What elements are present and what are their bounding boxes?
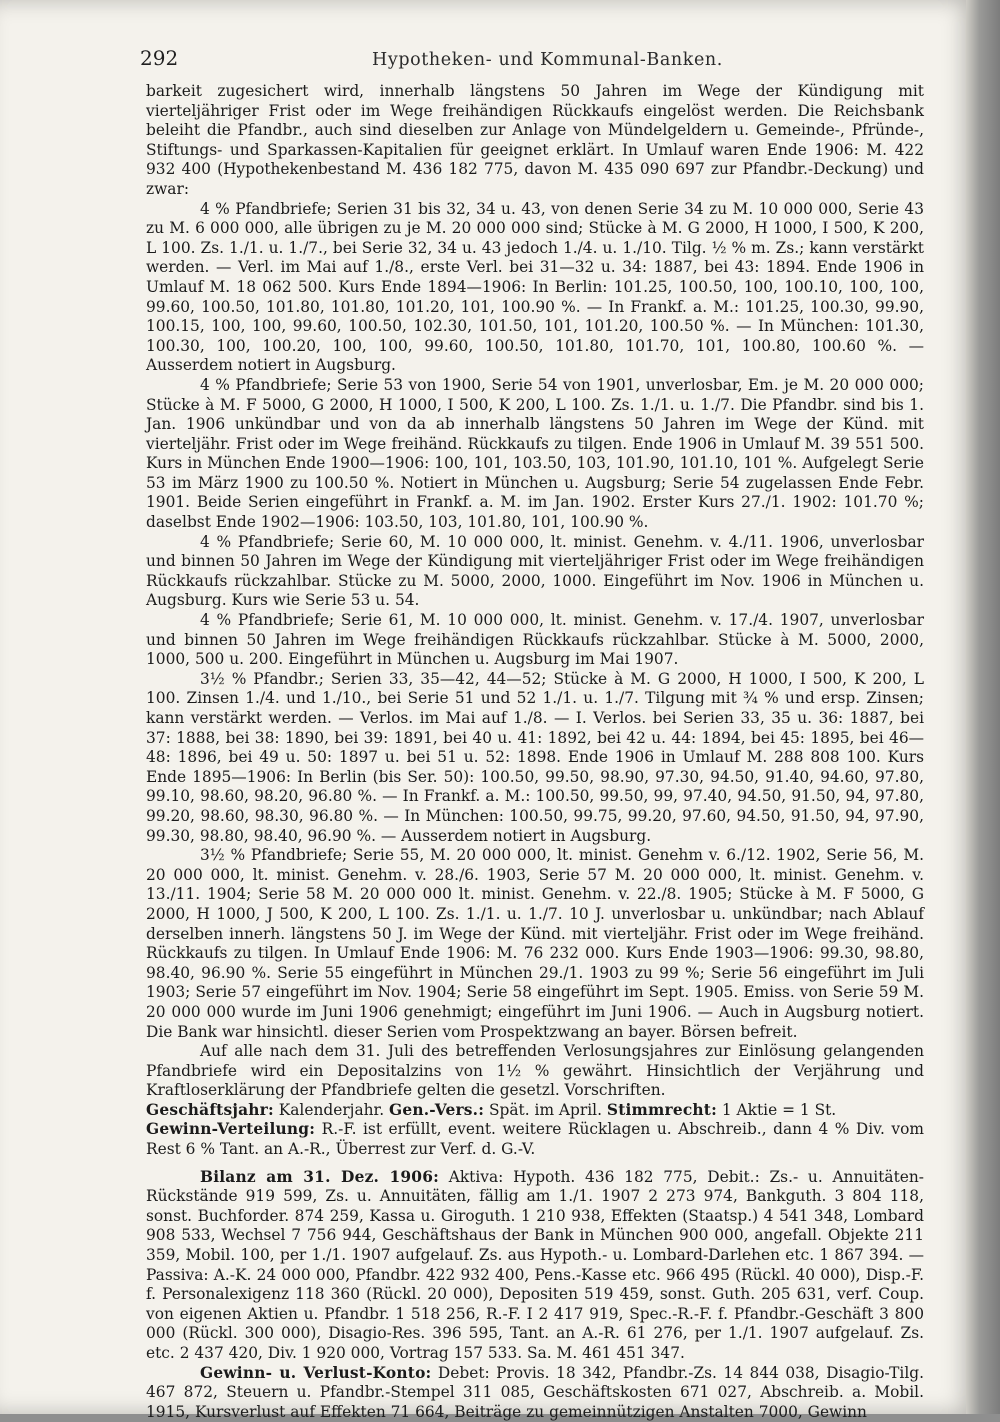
gewinn-verlust-label: Gewinn- u. Verlust-Konto: [200,1363,432,1382]
geschaeftsjahr-label: Geschäftsjahr: [146,1100,274,1119]
gewinn-verteilung-value: R.-F. ist erfüllt, event. weitere Rücklagen u. Abschreib., dann 4 % Div. vom Rest 6 % Tant. an A.-R., Überrest zur Verf. d. G.-V. [146,1120,924,1159]
meta-line [146,1101,924,1121]
bilanz-text: Aktiva: Hypoth. 436 182 775, Debit.: Zs.- u. Annuitäten-Rückstände 919 599, Zs. u. Annuitäten, fällig am 1./1. 1907 2 273 974, Bankguth. 3 804 118, sonst. Buchforder. 874 259, Kassa u. Giroguth. 1 210 938, Effekten (Staatsp.) 4 541 348, Lombard 908 533, Wechsel 7 756 944, Geschäftshaus der Bank in München 900 000, angefall. Objekte 211 359, Mobil. 100, per 1./1. 1907 aufgelauf. Zs. aus Hypoth.- u. Lombard-Darlehen etc. 1 867 394. — Passiva: A.-K. 24 000 000, Pfandbr. 422 932 400, Pens.-Kasse etc. 966 495 (Rückl. 40 000), Disp.-F. f. Personalexigenz 118 360 (Rückl. 20 000), Depositen 519 459, sonst. Guth. 205 631, verf. Coup. von eigenen Aktien u. Pfandbr. 1 518 256, R.-F. I 2 417 919, Spec.-R.-F. f. Pfandbr.-Geschäft 3 800 000 (Rückl. 300 000), Disagio-Res. 396 595, Tant. an A.-R. 61 276, per 1./1. 1907 aufgelauf. Zs. etc. 2 437 420, Div. 1 920 000, Vortrag 157 533. Sa. M. 461 451 347. [146,1167,924,1362]
gewinn-verlust-text: Debet: Provis. 18 342, Pfandbr.-Zs. 14 844 038, Disagio-Tilg. 467 872, Steuern u. Pfandbr.-Stempel 311 085, Geschäftskosten 671 027, Abschreib. a. Mobil. 1915, Kursverlust auf Effekten 71 664, Beiträge zu gemeinnützigen Anstalten 7000, Gewinn [146,1363,924,1421]
geschaeftsjahr-value: Kalenderjahr. [273,1100,389,1119]
paragraph: Auf alle nach dem 31. Juli des betreffenden Verlosungsjahres zur Einlösung gelangenden Pfandbriefe wird ein Depositalzins von 1½ % gewährt. Hinsichtlich der Verjährung und Kraftloserklärung der Pfandbriefe gelten die gesetzl. Vorschriften. [146,1042,924,1100]
gewinn-verteilung-label: Gewinn-Verteilung: [146,1120,316,1139]
paragraph: 4 % Pfandbriefe; Serien 31 bis 32, 34 u. 43, von denen Serie 34 zu M. 10 000 000, Serie 43 zu M. 6 000 000, alle übrigen zu je M. 20 000 000 sind; Stücke à M. G 2000, H 1000, I 500, K 200, L 100. Zs. 1./1. u. 1./7., bei Serie 32, 34 u. 43 jedoch 1./4. u. 1./10. Tilg. ½ % m. Zs.; kann verstärkt werden. — Verl. im Mai auf 1./8., erste Verl. bei 31—32 u. 34: 1887, bei 43: 1894. Ende 1906 in Umlauf M. 18 062 500. Kurs Ende 1894—1906: In Berlin: 101.25, 100.50, 100, 100.10, 100, 100, 99.60, 100.50, 101.80, 101.80, 101.20, 101, 100.90 %. — In Frankf. a. M.: 101.25, 100.30, 99.90, 100.15, 100, 100, 99.60, 100.50, 102.30, 101.50, 101, 101.20, 100.50 %. — In München: 101.30, 100.30, 100, 100.20, 100, 100, 99.60, 100.50, 101.80, 101.70, 101, 100.80, 100.60 %. — Ausserdem notiert in Augsburg. [146,199,924,375]
article-body [146,82,924,1422]
paragraph: 3½ % Pfandbr.; Serien 33, 35—42, 44—52; Stücke à M. G 2000, H 1000, I 500, K 200, L 100. Zinsen 1./4. und 1./10., bei Serie 51 und 52 1./1. u. 1./7. Tilgung mit ¾ % und ersp. Zinsen; kann verstärkt werden. — Verlos. im Mai auf 1./8. — I. Verlos. bei Serien 33, 35 u. 36: 1887, bei 37: 1888, bei 38: 1890, bei 39: 1891, bei 40 u. 41: 1892, bei 42 u. 44: 1894, bei 45: 1895, bei 46—48: 1896, bei 49 u. 50: 1897 u. bei 51 u. 52: 1898. Ende 1906 in Umlauf M. 288 808 100. Kurs Ende 1895—1906: In Berlin (bis Ser. 50): 100.50, 99.50, 98.90, 97.30, 94.50, 91.40, 94.60, 97.80, 99.10, 98.60, 98.20, 96.80 %. — In Frankf. a. M.: 100.50, 99.50, 99, 97.40, 94.50, 91.50, 94, 97.80, 99.20, 98.60, 98.30, 96.80 %. — In München: 100.50, 99.75, 99.20, 97.60, 94.50, 91.50, 94, 97.90, 99.30, 98.80, 98.40, 96.90 %. — Ausserdem notiert in Augsburg. [146,669,924,845]
gen-vers-value: Spät. im April. [484,1100,607,1119]
bilanz-label: Bilanz am 31. Dez. 1906: [200,1167,439,1186]
paragraph: 3½ % Pfandbriefe; Serie 55, M. 20 000 000, lt. minist. Genehm v. 6./12. 1902, Serie 56, M. 20 000 000, lt. minist. Genehm. v. 28./6. 1903, Serie 57 M. 20 000 000, lt. minist. Genehm. v. 13./11. 1904; Serie 58 M. 20 000 000 lt. minist. Genehm. v. 22./8. 1905; Stücke à M. F 5000, G 2000, H 1000, J 500, K 200, L 100. Zs. 1./1. u. 1./7. 10 J. unverlosbar u. unkündbar; nach Ablauf derselben innerh. längstens 50 J. im Wege der Künd. mit vierteljähr. Frist oder im Wege freihänd. Rückkaufs zu tilgen. In Umlauf Ende 1906: M. 76 232 000. Kurs Ende 1903—1906: 99.30, 98.80, 98.40, 96.90 %. Serie 55 eingeführt in München 29./1. 1903 zu 99 %; Serie 56 eingeführt im Juli 1903; Serie 57 eingeführt im Nov. 1904; Serie 58 eingeführt im Sept. 1905. Emiss. von Serie 59 M. 20 000 000 wurde im Juni 1906 genehmigt; eingeführt im Juni 1906. — Auch in Augsburg notiert. Die Bank war hinsichtl. dieser Serien vom Prospektzwang an bayer. Börsen befreit. [146,846,924,1041]
running-title: Hypotheken- und Kommunal-Banken. [372,50,723,70]
bilanz [146,1168,924,1364]
gen-vers-label: Gen.-Vers.: [389,1100,485,1119]
paragraph: 4 % Pfandbriefe; Serie 61, M. 10 000 000, lt. minist. Genehm. v. 17./4. 1907, unverlosbar und binnen 50 Jahren im Wege freihändigen Rückkaufs rückzahlbar. Stücke à M. 5000, 2000, 1000, 500 u. 200. Eingeführt in München u. Augsburg im Mai 1907. [146,611,924,669]
paragraph: barkeit zugesichert wird, innerhalb längstens 50 Jahren im Wege der Kündigung mit vierteljähriger Frist oder im Wege freihändigen Rückkaufs eingelöst werden. Die Reichsbank beleiht die Pfandbr., auch sind dieselben zur Anlage von Mündelgeldern u. Gemeinde-, Pfründe-, Stiftungs- und Sparkassen-Kapitalien für geeignet erklärt. In Umlauf waren Ende 1906: M. 422 932 400 (Hypothekenbestand M. 436 182 775, davon M. 435 090 697 zur Pfandbr.-Deckung) und zwar: [146,82,924,198]
gewinn-verlust-konto [146,1364,924,1422]
stimmrecht-value: 1 Aktie = 1 St. [716,1100,837,1119]
paragraph: 4 % Pfandbriefe; Serie 53 von 1900, Serie 54 von 1901, unverlosbar, Em. je M. 20 000 000; Stücke à M. F 5000, G 2000, H 1000, I 500, K 200, L 100. Zs. 1./1. u. 1./7. Die Pfandbr. sind bis 1. Jan. 1906 unkündbar und von da ab innerhalb längstens 50 Jahren im Wege der Künd. mit vierteljähr. Frist oder im Wege freihänd. Rückkaufs zu tilgen. Ende 1906 in Umlauf M. 39 551 500. Kurs in München Ende 1900—1906: 100, 101, 103.50, 103, 101.90, 101.10, 101 %. Aufgelegt Serie 53 im März 1900 zu 100.50 %. Notiert in München u. Augsburg; Serie 54 zugelassen Ende Febr. 1901. Beide Serien eingeführt in Frankf. a. M. im Jan. 1902. Erster Kurs 27./1. 1902: 101.70 %; daselbst Ende 1902—1906: 103.50, 103, 101.80, 101, 100.90 %. [146,375,924,532]
financial-statements [146,1168,924,1422]
paragraph: 4 % Pfandbriefe; Serie 60, M. 10 000 000, lt. minist. Genehm. v. 4./11. 1906, unverlosbar und binnen 50 Jahren im Wege der Kündigung mit vierteljähriger Frist oder im Wege freihändigen Rückkaufs rückzahlbar. Stücke zu M. 5000, 2000, 1000. Eingeführt im Nov. 1906 in München u. Augsburg. Kurs wie Serie 53 u. 54. [146,532,924,610]
book-spine-edge [966,0,1000,1414]
page-number: 292 [140,46,179,70]
gewinn-verteilung [146,1120,924,1159]
stimmrecht-label: Stimmrecht: [606,1100,717,1119]
page-header [0,36,978,76]
